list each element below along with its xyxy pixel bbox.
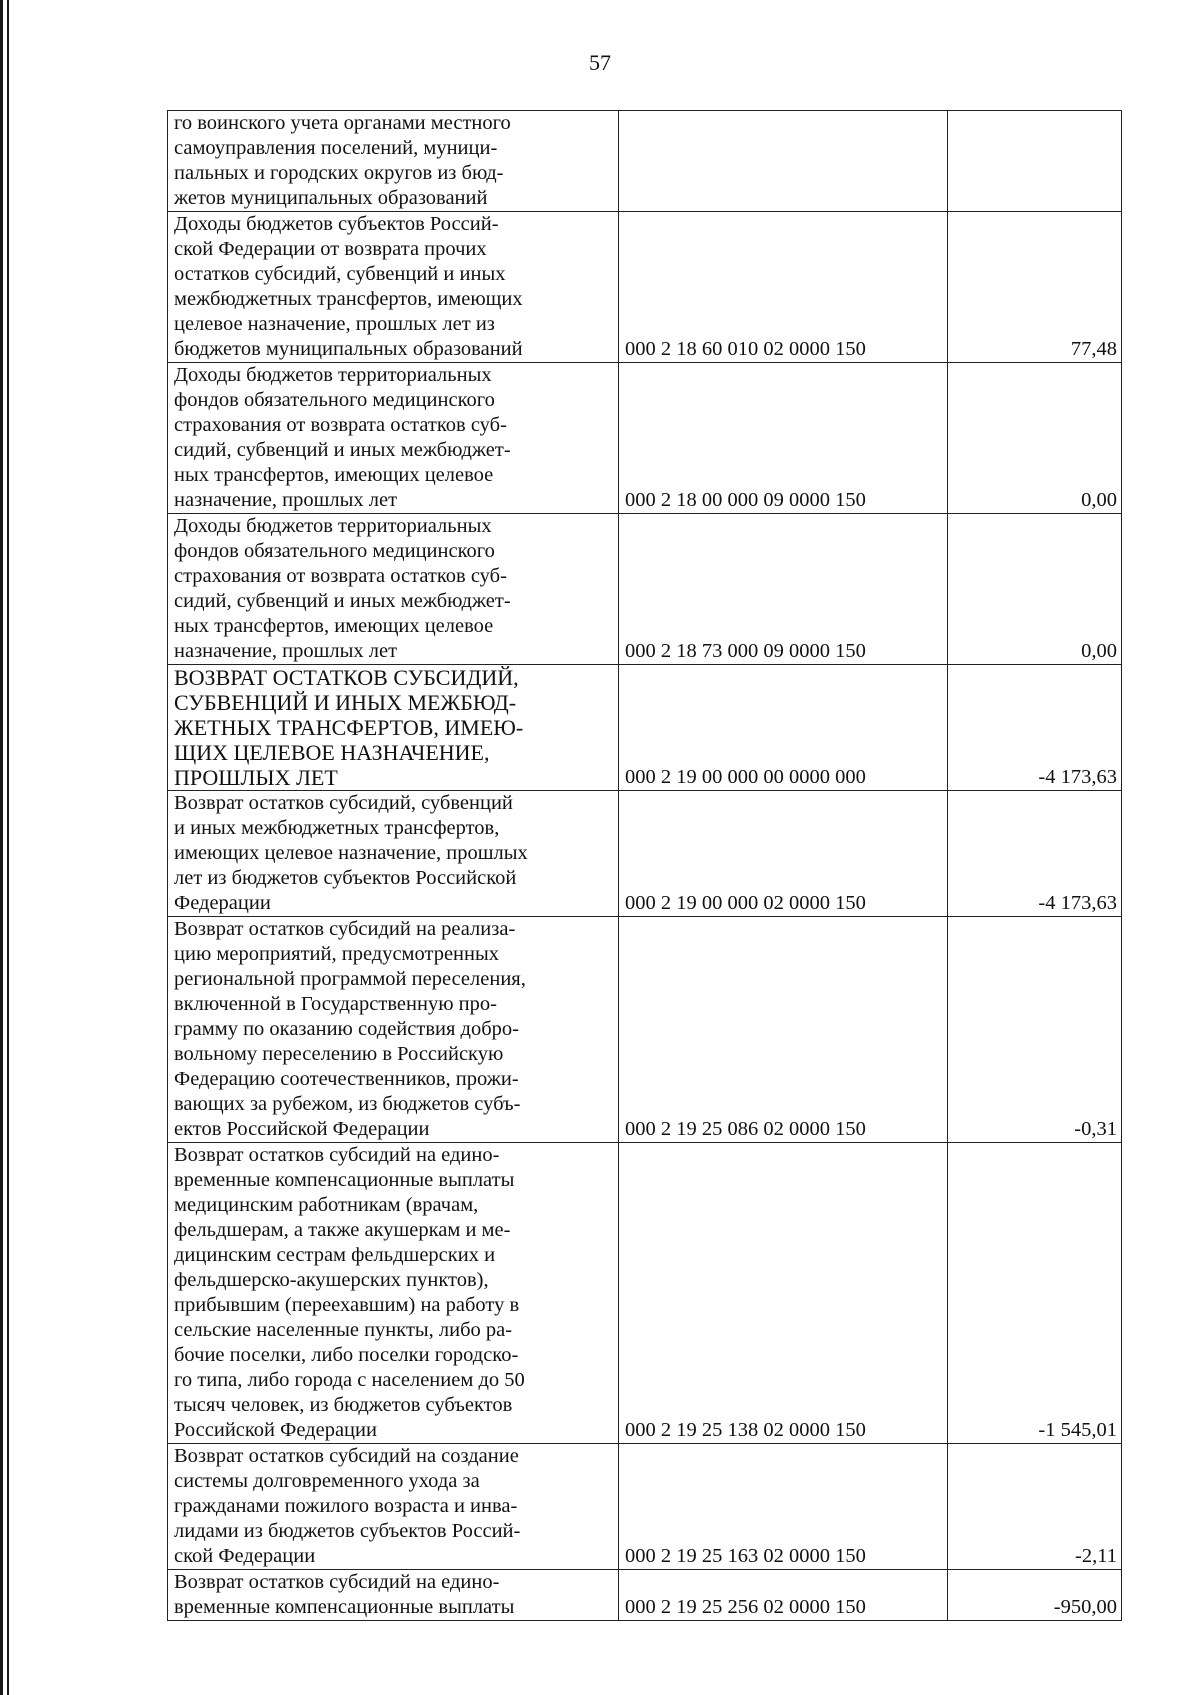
row-description [168, 917, 619, 1143]
scan-edge-line [7, 0, 9, 1695]
description-line: Доходы бюджетов субъектов Россий- [174, 213, 499, 235]
row-description [168, 1570, 619, 1621]
description-line: фондов обязательного медицинского [174, 540, 495, 562]
description-line: страхования от возврата остатков суб- [174, 565, 507, 587]
description-line: лидами из бюджетов субъектов Россий- [174, 1520, 521, 1542]
description-line: временные компенсационные выплаты [174, 1169, 515, 1191]
description-line: Возврат остатков субсидий на реализа- [174, 918, 516, 940]
table-row [168, 514, 1122, 665]
description-line: Российской Федерации [174, 1419, 377, 1441]
description-line: сидий, субвенций и иных межбюджет- [174, 590, 511, 612]
table-row [168, 1444, 1122, 1570]
description-line: ектов Российской Федерации [174, 1118, 430, 1140]
table-row [168, 665, 1122, 791]
description-line: самоуправления поселений, муници- [174, 137, 498, 159]
description-line: назначение, прошлых лет [174, 640, 398, 662]
budget-code: 000 2 19 00 000 02 0000 150 [619, 791, 948, 917]
description-line: пальных и городских округов из бюд- [174, 162, 504, 184]
row-description [168, 514, 619, 665]
description-line: Возврат остатков субсидий на создание [174, 1445, 519, 1467]
budget-table [167, 110, 1122, 1621]
amount-value: -0,31 [948, 917, 1122, 1143]
budget-code: 000 2 18 73 000 09 0000 150 [619, 514, 948, 665]
amount-value: 77,48 [948, 212, 1122, 363]
amount-value: -4 173,63 [948, 665, 1122, 791]
amount-value: 0,00 [948, 363, 1122, 514]
table-row [168, 1143, 1122, 1444]
budget-code: 000 2 18 60 010 02 0000 150 [619, 212, 948, 363]
row-description [168, 212, 619, 363]
description-line: вающих за рубежом, из бюджетов субъ- [174, 1093, 521, 1115]
amount-value [948, 111, 1122, 212]
description-line: ных трансфертов, имеющих целевое [174, 615, 494, 637]
description-line: фельдшерско-акушерских пунктов), [174, 1269, 489, 1291]
description-line: Федерацию соотечественников, прожи- [174, 1068, 519, 1090]
description-line: Возврат остатков субсидий на едино- [174, 1144, 500, 1166]
description-line: ской Федерации [174, 1545, 316, 1567]
budget-code: 000 2 18 00 000 09 0000 150 [619, 363, 948, 514]
table-row [168, 1570, 1122, 1621]
row-description [168, 665, 619, 791]
description-line: сидий, субвенций и иных межбюджет- [174, 439, 511, 461]
description-line: бочие поселки, либо поселки городско- [174, 1344, 519, 1366]
description-line: остатков субсидий, субвенций и иных [174, 263, 506, 285]
budget-code: 000 2 19 25 086 02 0000 150 [619, 917, 948, 1143]
description-line: ЩИХ ЦЕЛЕВОЕ НАЗНАЧЕНИЕ, [174, 740, 490, 765]
budget-code: 000 2 19 25 163 02 0000 150 [619, 1444, 948, 1570]
description-line: Доходы бюджетов территориальных [174, 364, 492, 386]
table-row [168, 212, 1122, 363]
description-line: сельские населенные пункты, либо ра- [174, 1319, 513, 1341]
budget-table-body [168, 111, 1122, 1621]
description-line: тысяч человек, из бюджетов субъектов [174, 1394, 513, 1416]
amount-value: -4 173,63 [948, 791, 1122, 917]
description-line: цию мероприятий, предусмотренных [174, 943, 500, 965]
table-row [168, 363, 1122, 514]
row-description [168, 363, 619, 514]
description-line: прибывшим (переехавшим) на работу в [174, 1294, 520, 1316]
description-line: гражданами пожилого возраста и инва- [174, 1495, 518, 1517]
description-line: и иных межбюджетных трансфертов, [174, 817, 500, 839]
table-row [168, 917, 1122, 1143]
amount-value: 0,00 [948, 514, 1122, 665]
row-description [168, 1143, 619, 1444]
description-line: межбюджетных трансфертов, имеющих [174, 288, 523, 310]
description-line: страхования от возврата остатков суб- [174, 414, 507, 436]
budget-code: 000 2 19 25 256 02 0000 150 [619, 1570, 948, 1621]
description-line: имеющих целевое назначение, прошлых [174, 842, 528, 864]
amount-value: -2,11 [948, 1444, 1122, 1570]
description-line: лет из бюджетов субъектов Российской [174, 867, 517, 889]
description-line: медицинским работникам (врачам, [174, 1194, 479, 1216]
description-line: жетов муниципальных образований [174, 187, 488, 209]
amount-value: -950,00 [948, 1570, 1122, 1621]
description-line: целевое назначение, прошлых лет из [174, 313, 495, 335]
description-line: го воинского учета органами местного [174, 112, 511, 134]
description-line: Возврат остатков субсидий, субвенций [174, 792, 513, 814]
description-line: ЖЕТНЫХ ТРАНСФЕРТОВ, ИМЕЮ- [174, 715, 524, 740]
description-line: ных трансфертов, имеющих целевое [174, 464, 494, 486]
description-line: фельдшерам, а также акушеркам и ме- [174, 1219, 511, 1241]
description-line: СУБВЕНЦИЙ И ИНЫХ МЕЖБЮД- [174, 690, 517, 715]
description-line: фондов обязательного медицинского [174, 389, 495, 411]
description-line: включенной в Государственную про- [174, 993, 497, 1015]
scan-edge-line [0, 0, 3, 1695]
table-row [168, 791, 1122, 917]
description-line: ПРОШЛЫХ ЛЕТ [174, 765, 338, 790]
description-line: Доходы бюджетов территориальных [174, 515, 492, 537]
amount-value: -1 545,01 [948, 1143, 1122, 1444]
description-line: региональной программой переселения, [174, 968, 526, 990]
description-line: ской Федерации от возврата прочих [174, 238, 487, 260]
budget-code: 000 2 19 25 138 02 0000 150 [619, 1143, 948, 1444]
row-description [168, 111, 619, 212]
description-line: ВОЗВРАТ ОСТАТКОВ СУБСИДИЙ, [174, 665, 519, 690]
description-line: временные компенсационные выплаты [174, 1596, 515, 1618]
row-description [168, 1444, 619, 1570]
description-line: го типа, либо города с населением до 50 [174, 1369, 525, 1391]
description-line: дицинским сестрам фельдшерских и [174, 1244, 496, 1266]
budget-code: 000 2 19 00 000 00 0000 000 [619, 665, 948, 791]
description-line: Федерации [174, 892, 271, 914]
description-line: вольному переселению в Российскую [174, 1043, 504, 1065]
row-description [168, 791, 619, 917]
description-line: системы долговременного ухода за [174, 1470, 480, 1492]
table-row [168, 111, 1122, 212]
description-line: Возврат остатков субсидий на едино- [174, 1571, 500, 1593]
budget-code [619, 111, 948, 212]
page-number: 57 [589, 50, 611, 75]
description-line: бюджетов муниципальных образований [174, 338, 523, 360]
description-line: грамму по оказанию содействия добро- [174, 1018, 519, 1040]
description-line: назначение, прошлых лет [174, 489, 398, 511]
